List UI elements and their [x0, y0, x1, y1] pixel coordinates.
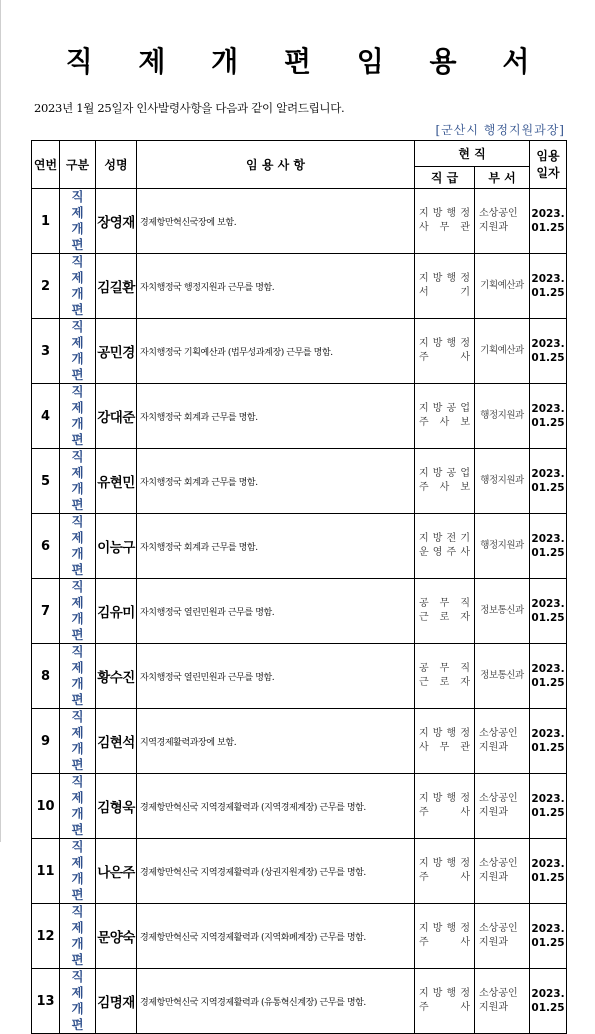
row-grade	[415, 514, 475, 579]
issuer-label: [군산시 행정지원과장]	[435, 123, 565, 137]
row-number: 7	[32, 579, 60, 644]
row-description: 경제항만혁신국 지역경제활력과 (지역경제계장) 근무를 명함.	[137, 774, 415, 839]
row-department	[475, 839, 530, 904]
date-line: 01.25	[531, 547, 565, 559]
date-line: 2023.	[531, 468, 565, 480]
row-description: 지역경제활력과장에 보함.	[137, 709, 415, 774]
department-line: 행정지원과	[480, 475, 524, 486]
row-number: 4	[32, 384, 60, 449]
grade-line: 지 방 행 정	[419, 273, 470, 284]
row-date	[530, 904, 567, 969]
date-line: 2023.	[531, 663, 565, 675]
table-row	[32, 254, 567, 319]
row-category: 직제개편	[60, 904, 96, 969]
row-date	[530, 254, 567, 319]
table-row	[32, 189, 567, 254]
row-date	[530, 709, 567, 774]
grade-line: 사 무 관	[419, 222, 470, 233]
department-line: 소상공인	[479, 728, 518, 739]
row-category: 직제개편	[60, 969, 96, 1034]
row-name: 김유미	[96, 579, 137, 644]
row-grade	[415, 189, 475, 254]
header-no: 연번	[32, 141, 60, 189]
header-category: 구분	[60, 141, 96, 189]
table-row	[32, 319, 567, 384]
header-name: 성명	[96, 141, 137, 189]
row-department	[475, 449, 530, 514]
row-department	[475, 904, 530, 969]
department-line: 정보통신과	[480, 605, 524, 616]
row-description: 자치행정국 기획예산과 (법무성과계장) 근무를 명함.	[137, 319, 415, 384]
row-number: 9	[32, 709, 60, 774]
row-category: 직제개편	[60, 774, 96, 839]
grade-line: 주 사	[419, 872, 470, 883]
grade-line: 근 로 자	[419, 677, 470, 688]
department-line: 행정지원과	[480, 410, 524, 421]
row-description: 자치행정국 열린민원과 근무를 명함.	[137, 644, 415, 709]
date-line: 01.25	[531, 742, 565, 754]
row-grade	[415, 384, 475, 449]
table-row	[32, 514, 567, 579]
header-grade: 직 급	[415, 167, 475, 189]
table-row	[32, 774, 567, 839]
header-description: 임 용 사 항	[137, 141, 415, 189]
grade-line: 사 무 관	[419, 742, 470, 753]
date-line: 01.25	[531, 872, 565, 884]
intro-text: 2023년 1월 25일자 인사발령사항을 다음과 같이 알려드립니다.	[34, 101, 345, 115]
row-department	[475, 514, 530, 579]
row-category: 직제개편	[60, 644, 96, 709]
row-number: 3	[32, 319, 60, 384]
row-description: 자치행정국 회계과 근무를 명함.	[137, 449, 415, 514]
grade-line: 주 사	[419, 352, 470, 363]
department-line: 지원과	[479, 742, 508, 753]
department-line: 지원과	[479, 937, 508, 948]
grade-line: 공 무 직	[419, 598, 470, 609]
row-grade	[415, 319, 475, 384]
date-line: 01.25	[531, 677, 565, 689]
row-date	[530, 514, 567, 579]
grade-line: 지 방 행 정	[419, 728, 470, 739]
date-line: 2023.	[531, 533, 565, 545]
row-department	[475, 384, 530, 449]
row-date	[530, 969, 567, 1034]
row-description: 자치행정국 회계과 근무를 명함.	[137, 384, 415, 449]
grade-line: 지 방 행 정	[419, 338, 470, 349]
department-line: 지원과	[479, 1002, 508, 1013]
row-department	[475, 579, 530, 644]
grade-line: 공 무 직	[419, 663, 470, 674]
date-line: 01.25	[531, 612, 565, 624]
grade-line: 운 영 주 사	[419, 547, 470, 558]
row-name: 장영재	[96, 189, 137, 254]
date-line: 2023.	[531, 858, 565, 870]
grade-line: 주 사	[419, 937, 470, 948]
row-name: 문양숙	[96, 904, 137, 969]
date-line: 01.25	[531, 222, 565, 234]
row-category: 직제개편	[60, 384, 96, 449]
page-edge-line	[0, 0, 1, 842]
date-line: 01.25	[531, 352, 565, 364]
date-line: 01.25	[531, 287, 565, 299]
table-row	[32, 384, 567, 449]
row-department	[475, 709, 530, 774]
row-number: 5	[32, 449, 60, 514]
row-category: 직제개편	[60, 449, 96, 514]
table-row	[32, 969, 567, 1034]
grade-line: 지 방 공 업	[419, 403, 470, 414]
row-grade	[415, 904, 475, 969]
table-body	[32, 189, 567, 1034]
row-date	[530, 319, 567, 384]
row-description: 자치행정국 행정지원과 근무를 명함.	[137, 254, 415, 319]
date-line: 2023.	[531, 338, 565, 350]
row-number: 8	[32, 644, 60, 709]
date-line: 01.25	[531, 937, 565, 949]
grade-line: 지 방 행 정	[419, 988, 470, 999]
row-name: 김현석	[96, 709, 137, 774]
department-line: 지원과	[479, 807, 508, 818]
grade-line: 지 방 행 정	[419, 923, 470, 934]
row-grade	[415, 644, 475, 709]
row-name: 나은주	[96, 839, 137, 904]
row-date	[530, 449, 567, 514]
row-department	[475, 774, 530, 839]
row-grade	[415, 579, 475, 644]
row-number: 13	[32, 969, 60, 1034]
header-dept: 부 서	[475, 167, 530, 189]
grade-line: 근 로 자	[419, 612, 470, 623]
date-line: 2023.	[531, 598, 565, 610]
department-line: 소상공인	[479, 793, 518, 804]
grade-line: 지 방 행 정	[419, 208, 470, 219]
grade-line: 지 방 행 정	[419, 858, 470, 869]
row-department	[475, 254, 530, 319]
grade-line: 지 방 전 기	[419, 533, 470, 544]
grade-line: 지 방 공 업	[419, 468, 470, 479]
department-line: 소상공인	[479, 208, 518, 219]
department-line: 행정지원과	[480, 540, 524, 551]
row-number: 1	[32, 189, 60, 254]
row-date	[530, 644, 567, 709]
row-description: 경제항만혁신국 지역경제활력과 (지역화폐계장) 근무를 명함.	[137, 904, 415, 969]
row-date	[530, 384, 567, 449]
date-line: 2023.	[531, 728, 565, 740]
row-name: 공민경	[96, 319, 137, 384]
row-number: 6	[32, 514, 60, 579]
department-line: 소상공인	[479, 988, 518, 999]
department-line: 기획예산과	[480, 345, 524, 356]
row-date	[530, 839, 567, 904]
row-date	[530, 774, 567, 839]
row-category: 직제개편	[60, 514, 96, 579]
row-number: 2	[32, 254, 60, 319]
row-department	[475, 644, 530, 709]
row-category: 직제개편	[60, 709, 96, 774]
grade-line: 주 사 보	[419, 482, 470, 493]
date-line: 2023.	[531, 403, 565, 415]
row-department	[475, 969, 530, 1034]
grade-line: 주 사	[419, 1002, 470, 1013]
row-grade	[415, 449, 475, 514]
grade-line: 지 방 행 정	[419, 793, 470, 804]
table-row	[32, 579, 567, 644]
row-description: 경제항만혁신국 지역경제활력과 (유통혁신계장) 근무를 명함.	[137, 969, 415, 1034]
row-name: 김명재	[96, 969, 137, 1034]
row-grade	[415, 969, 475, 1034]
date-line: 2023.	[531, 793, 565, 805]
department-line: 소상공인	[479, 858, 518, 869]
row-name: 김형욱	[96, 774, 137, 839]
row-name: 이능구	[96, 514, 137, 579]
department-line: 지원과	[479, 222, 508, 233]
date-line: 2023.	[531, 988, 565, 1000]
header-date: 임용일자	[530, 141, 567, 189]
header-current: 현 직	[415, 141, 530, 167]
row-description: 자치행정국 열린민원과 근무를 명함.	[137, 579, 415, 644]
row-description: 경제항만혁신국 지역경제활력과 (상권지원계장) 근무를 명함.	[137, 839, 415, 904]
table-row	[32, 449, 567, 514]
row-name: 유현민	[96, 449, 137, 514]
row-name: 강대준	[96, 384, 137, 449]
department-line: 소상공인	[479, 923, 518, 934]
date-line: 01.25	[531, 1002, 565, 1014]
department-line: 정보통신과	[480, 670, 524, 681]
row-category: 직제개편	[60, 189, 96, 254]
row-department	[475, 319, 530, 384]
row-category: 직제개편	[60, 839, 96, 904]
table-row	[32, 904, 567, 969]
table-row	[32, 839, 567, 904]
row-grade	[415, 774, 475, 839]
row-category: 직제개편	[60, 254, 96, 319]
row-category: 직제개편	[60, 319, 96, 384]
row-description: 자치행정국 회계과 근무를 명함.	[137, 514, 415, 579]
row-grade	[415, 839, 475, 904]
department-line: 지원과	[479, 872, 508, 883]
row-grade	[415, 254, 475, 319]
row-number: 10	[32, 774, 60, 839]
row-name: 김길환	[96, 254, 137, 319]
date-line: 2023.	[531, 923, 565, 935]
appointment-table	[31, 140, 567, 1034]
table-row	[32, 644, 567, 709]
grade-line: 주 사 보	[419, 417, 470, 428]
grade-line: 서 기	[419, 287, 470, 298]
row-description: 경제항만혁신국장에 보함.	[137, 189, 415, 254]
row-date	[530, 579, 567, 644]
date-line: 2023.	[531, 273, 565, 285]
date-line: 01.25	[531, 482, 565, 494]
document-title: 직 제 개 편 임 용 서	[65, 45, 548, 78]
row-date	[530, 189, 567, 254]
date-line: 01.25	[531, 417, 565, 429]
date-line: 2023.	[531, 208, 565, 220]
department-line: 기획예산과	[480, 280, 524, 291]
row-number: 12	[32, 904, 60, 969]
row-department	[475, 189, 530, 254]
row-number: 11	[32, 839, 60, 904]
date-line: 01.25	[531, 807, 565, 819]
table-row	[32, 709, 567, 774]
row-name: 황수진	[96, 644, 137, 709]
row-category: 직제개편	[60, 579, 96, 644]
row-grade	[415, 709, 475, 774]
grade-line: 주 사	[419, 807, 470, 818]
